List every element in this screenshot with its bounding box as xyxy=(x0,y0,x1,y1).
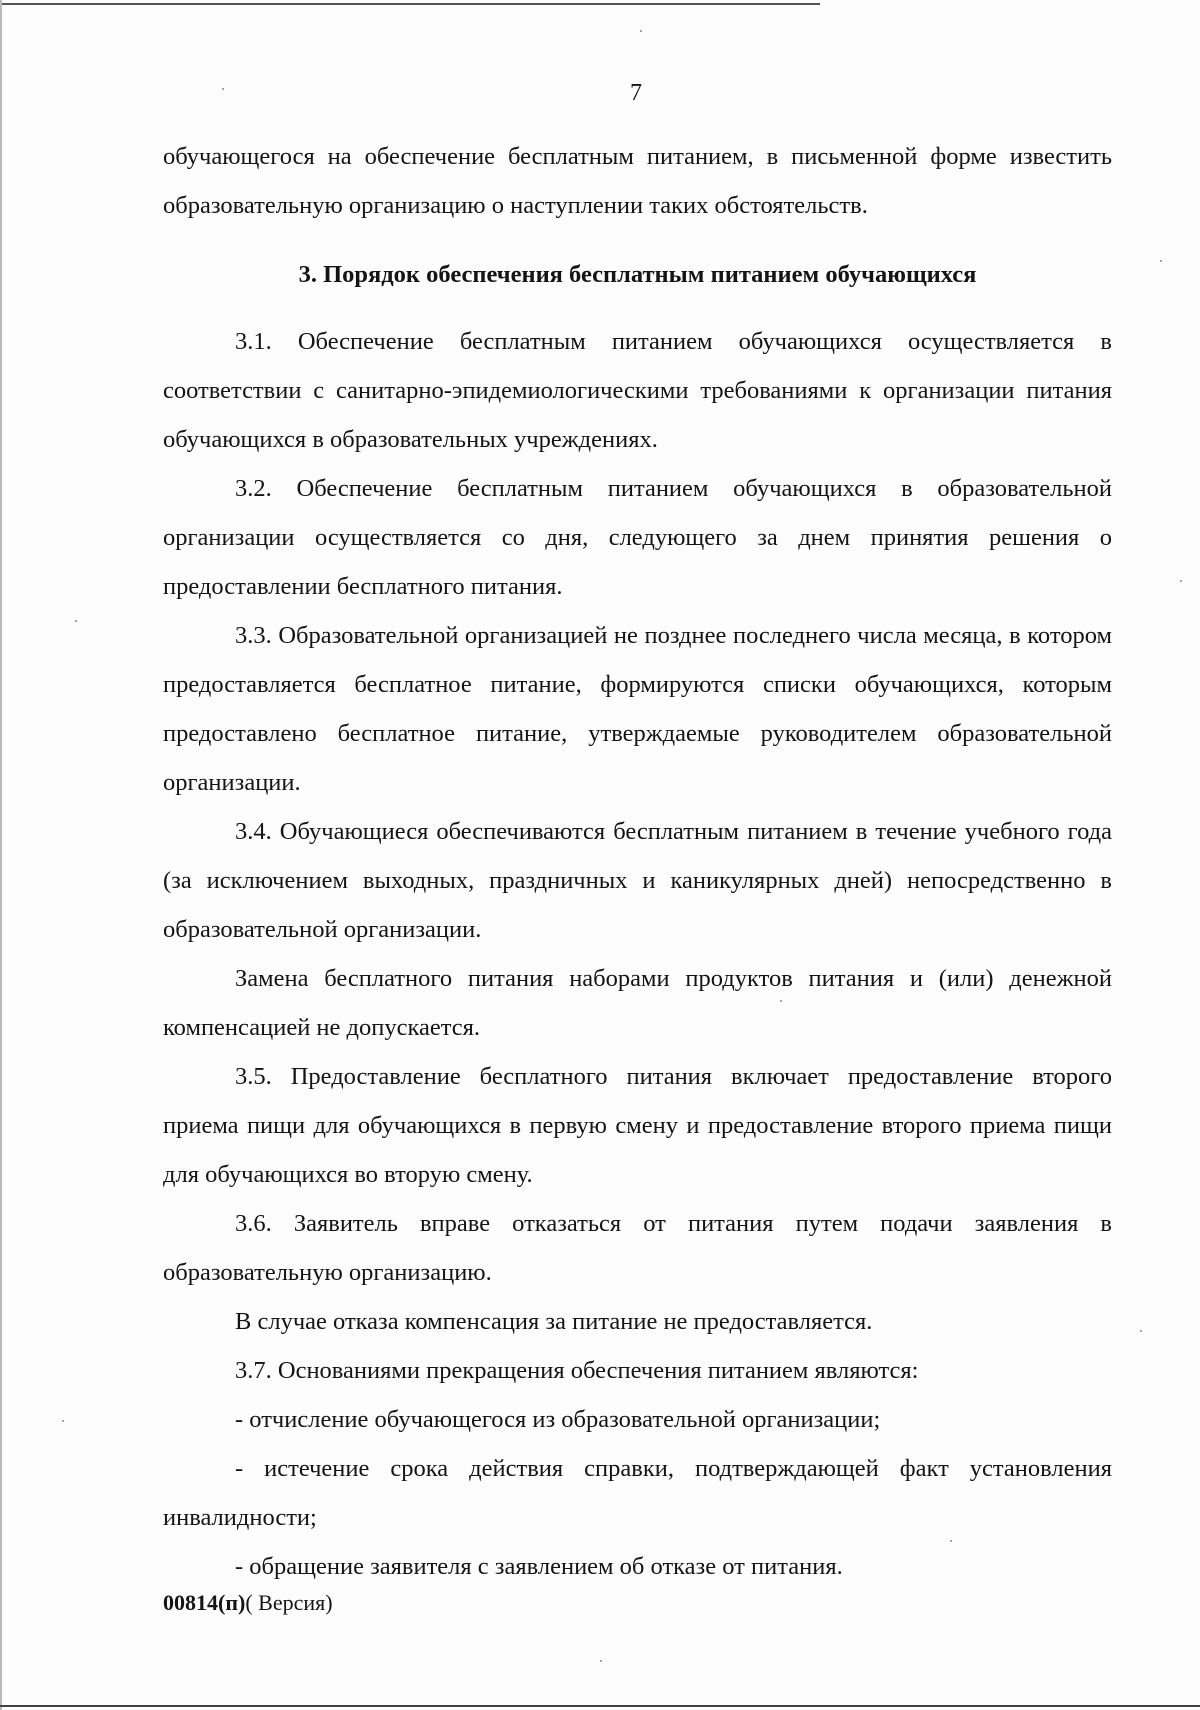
scan-edge-left xyxy=(0,0,2,1710)
paragraph-3-4-note: Замена бесплатного питания наборами продуктов питания и (или) денежной компенсацией не допускается. xyxy=(163,965,1112,1041)
document-code: 00814(п) xyxy=(163,1590,246,1615)
scan-edge-top xyxy=(0,3,820,5)
paragraph-3-6-note: В случае отказа компенсация за питание не предоставляется. xyxy=(235,1308,873,1335)
list-item-expulsion: - отчисление обучающегося из образовательной организации; xyxy=(235,1406,881,1433)
scan-speck xyxy=(950,1540,952,1542)
paragraph-3-7: 3.7. Основаниями прекращения обеспечения питанием являются: xyxy=(235,1357,919,1384)
paragraph-3-1: 3.1. Обеспечение бесплатным питанием обучающихся осуществляется в соответствии с санитарно-эпидемиологическими требованиями к организации питания обучающихся в образовательных учреждениях. xyxy=(163,328,1112,453)
document-version: ( Версия) xyxy=(245,1590,333,1615)
document-body xyxy=(163,132,1112,1591)
paragraph-continuation: обучающегося на обеспечение бесплатным питанием, в письменной форме известить образовательную организацию о наступлении таких обстоятельств. xyxy=(163,143,1112,219)
scan-speck xyxy=(600,1660,602,1662)
scan-speck xyxy=(780,1000,782,1002)
document-footer xyxy=(163,1590,333,1616)
scan-speck xyxy=(1160,260,1162,262)
paragraph-3-2: 3.2. Обеспечение бесплатным питанием обучающихся в образовательной организации осуществляется со дня, следующего за днем принятия решения о предоставлении бесплатного питания. xyxy=(163,475,1112,600)
scan-speck xyxy=(640,30,642,32)
scan-speck xyxy=(1180,580,1182,582)
paragraph-3-5: 3.5. Предоставление бесплатного питания включает предоставление второго приема пищи для обучающихся в первую смену и предоставление второго приема пищи для обучающихся во вторую смену. xyxy=(163,1063,1112,1188)
list-item-refusal-request: - обращение заявителя с заявлением об отказе от питания. xyxy=(235,1553,843,1580)
list-item-certificate-expiry: - истечение срока действия справки, подтверждающей факт установления инвалидности; xyxy=(163,1455,1112,1531)
paragraph-3-6: 3.6. Заявитель вправе отказаться от питания путем подачи заявления в образовательную организацию. xyxy=(163,1210,1112,1286)
scan-edge-bottom xyxy=(0,1705,1200,1707)
scan-speck xyxy=(75,620,77,622)
paragraph-3-4: 3.4. Обучающиеся обеспечиваются бесплатным питанием в течение учебного года (за исключением выходных, праздничных и каникулярных дней) непосредственно в образовательной организации. xyxy=(163,818,1112,943)
page-number: 7 xyxy=(630,80,642,106)
scan-speck xyxy=(222,88,224,90)
scan-speck xyxy=(62,1420,64,1422)
section-title: 3. Порядок обеспечения бесплатным питанием обучающихся xyxy=(298,261,977,288)
scan-speck xyxy=(1140,1330,1142,1332)
paragraph-3-3: 3.3. Образовательной организацией не позднее последнего числа месяца, в котором предоставляется бесплатное питание, формируются списки обучающихся, которым предоставлено бесплатное питание, утверждаемые руководителем образовательной организации. xyxy=(163,622,1112,796)
